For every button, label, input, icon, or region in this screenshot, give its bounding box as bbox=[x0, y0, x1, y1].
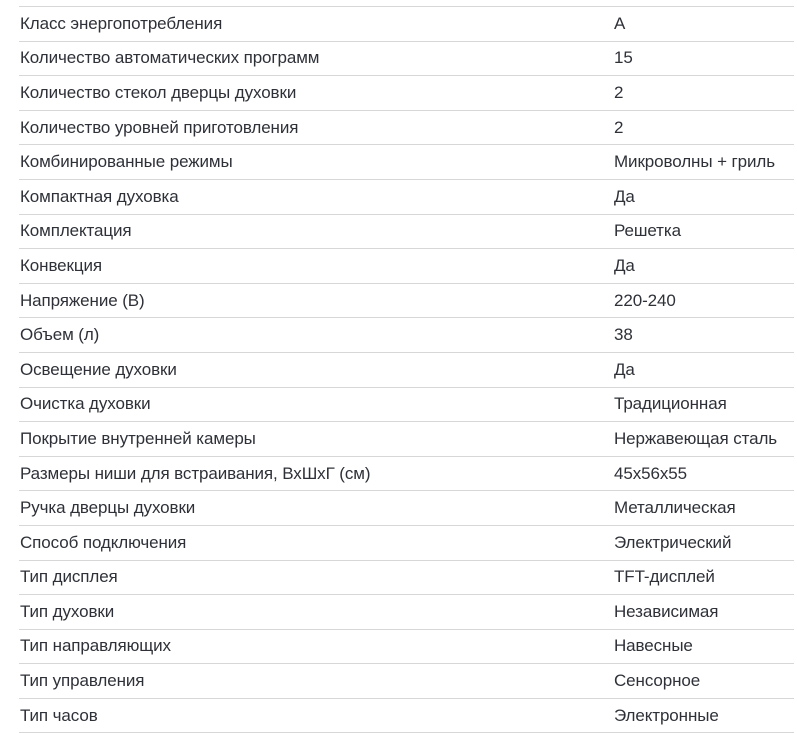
spec-label: Очистка духовки bbox=[20, 394, 151, 414]
spec-row bbox=[19, 630, 794, 665]
spec-row bbox=[19, 76, 794, 111]
spec-label: Количество автоматических программ bbox=[20, 48, 320, 68]
spec-row bbox=[19, 457, 794, 492]
spec-value: А bbox=[614, 13, 626, 33]
spec-row bbox=[19, 249, 794, 284]
spec-label: Комплектация bbox=[20, 221, 132, 241]
spec-label: Комбинированные режимы bbox=[20, 152, 233, 172]
spec-label: Компактная духовка bbox=[20, 186, 179, 206]
spec-row bbox=[19, 7, 794, 42]
spec-label: Конвекция bbox=[20, 255, 103, 275]
spec-value: Металлическая bbox=[614, 498, 736, 518]
spec-label: Тип дисплея bbox=[20, 567, 118, 587]
spec-value: Микроволны + гриль bbox=[614, 152, 775, 172]
spec-row bbox=[19, 595, 794, 630]
spec-label: Тип управления bbox=[20, 671, 145, 691]
spec-value: 2 bbox=[614, 117, 624, 137]
spec-value: Да bbox=[614, 359, 635, 379]
spec-label: Класс энергопотребления bbox=[20, 13, 223, 33]
spec-value: Решетка bbox=[614, 221, 681, 241]
spec-label: Тип часов bbox=[20, 705, 98, 725]
spec-row bbox=[19, 664, 794, 699]
spec-value: Да bbox=[614, 255, 635, 275]
spec-value: Традиционная bbox=[614, 394, 727, 414]
spec-label: Покрытие внутренней камеры bbox=[20, 428, 256, 448]
spec-value: Электронные bbox=[614, 705, 719, 725]
spec-label: Напряжение (В) bbox=[20, 290, 145, 310]
spec-row bbox=[19, 145, 794, 180]
spec-row bbox=[19, 699, 794, 733]
spec-label: Тип духовки bbox=[20, 601, 115, 621]
spec-value: Независимая bbox=[614, 601, 719, 621]
spec-row bbox=[19, 561, 794, 596]
spec-row bbox=[19, 215, 794, 250]
spec-row bbox=[19, 526, 794, 561]
spec-value: 45х56х55 bbox=[614, 463, 687, 483]
spec-label: Способ подключения bbox=[20, 532, 187, 552]
spec-value: Да bbox=[614, 186, 635, 206]
spec-label: Объем (л) bbox=[20, 325, 100, 345]
spec-label: Освещение духовки bbox=[20, 359, 177, 379]
spec-value: Электрический bbox=[614, 532, 732, 552]
spec-value: TFT-дисплей bbox=[614, 567, 715, 587]
spec-value: Нержавеющая сталь bbox=[614, 428, 778, 448]
spec-row bbox=[19, 42, 794, 77]
spec-value: 15 bbox=[614, 48, 633, 68]
spec-row bbox=[19, 388, 794, 423]
spec-row-cropped bbox=[19, 0, 794, 7]
spec-label: Количество уровней приготовления bbox=[20, 117, 299, 137]
spec-value: Навесные bbox=[614, 636, 693, 656]
spec-label: Количество стекол дверцы духовки bbox=[20, 82, 297, 102]
spec-value: 220-240 bbox=[614, 290, 676, 310]
spec-row bbox=[19, 491, 794, 526]
spec-value: 38 bbox=[614, 325, 633, 345]
spec-rows bbox=[0, 7, 797, 733]
spec-row bbox=[19, 284, 794, 319]
spec-label: Ручка дверцы духовки bbox=[20, 498, 196, 518]
spec-value: Сенсорное bbox=[614, 671, 701, 691]
spec-row bbox=[19, 318, 794, 353]
spec-label: Тип направляющих bbox=[20, 636, 171, 656]
spec-row bbox=[19, 422, 794, 457]
spec-row bbox=[19, 111, 794, 146]
spec-row bbox=[19, 353, 794, 388]
spec-value: 2 bbox=[614, 82, 624, 102]
spec-label: Размеры ниши для встраивания, ВхШхГ (см) bbox=[20, 463, 371, 483]
spec-row bbox=[19, 180, 794, 215]
